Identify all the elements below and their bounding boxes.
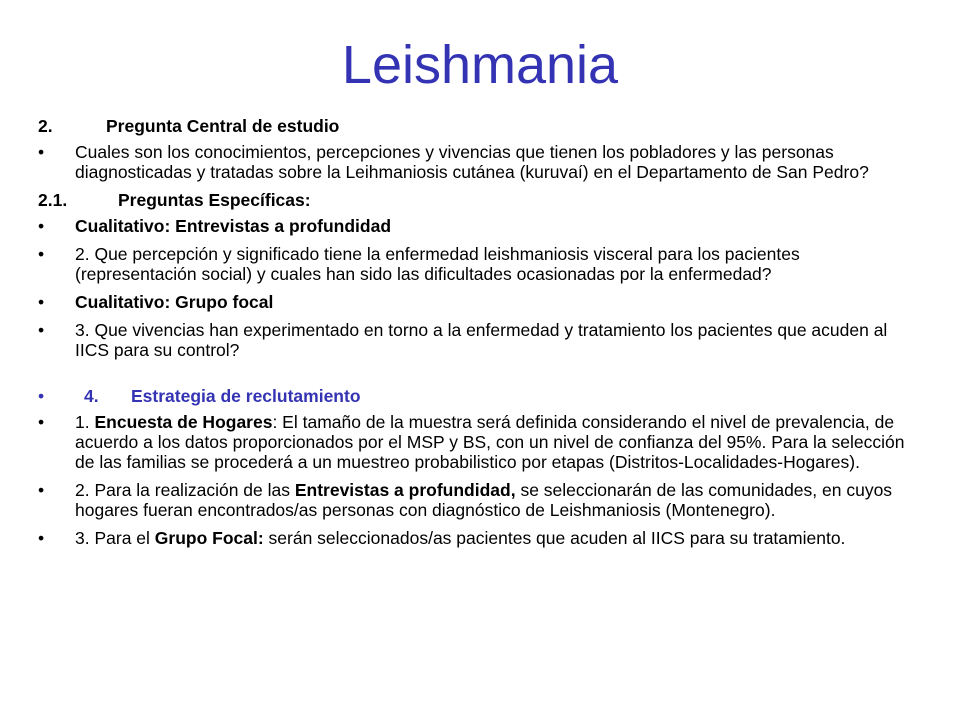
bullet-icon: • <box>38 528 45 548</box>
bullet-icon: • <box>38 216 45 236</box>
recruitment-3-item <box>38 528 918 548</box>
qualitative-focus-group-item <box>38 292 918 312</box>
recruitment-1-item <box>38 412 918 472</box>
recruitment-2-item <box>38 480 918 520</box>
section-4-number: 4. <box>84 386 99 406</box>
question-3-text: 3. Que vivencias han experimentado en torno a la enfermedad y tratamiento los pacientes que acuden al IICS para su control? <box>75 320 888 360</box>
recruitment-3-prefix: 3. Para el <box>75 528 155 548</box>
question-2-text: 2. Que percepción y significado tiene la enfermedad leishmaniosis visceral para los pacientes (representación social) y cuales han sido las dificultades ocasionadas por la enfermedad? <box>75 244 800 284</box>
recruitment-3-rest: serán seleccionados/as pacientes que acuden al IICS para su tratamiento. <box>263 528 846 548</box>
section-2-title: Pregunta Central de estudio <box>106 116 340 136</box>
qualitative-interviews-item <box>38 216 918 236</box>
recruitment-2-prefix: 2. Para la realización de las <box>75 480 295 500</box>
question-3-item <box>38 320 918 360</box>
qualitative-focus-group-text: Cualitativo: Grupo focal <box>75 292 274 312</box>
section-4-title: Estrategia de reclutamiento <box>131 386 361 406</box>
qualitative-interviews-text: Cualitativo: Entrevistas a profundidad <box>75 216 392 236</box>
bullet-icon: • <box>38 244 45 264</box>
recruitment-1-rest: : El tamaño de la muestra será definida considerando el nivel de prevalencia, de acuerdo a los datos proporcionados por el MSP y BS, con un nivel de confianza del 95%. Para la selección de las familias se procederá a un muestreo probabilistico por etapas (Distritos-Localidades-Hogares). <box>75 412 905 472</box>
recruitment-1-text <box>75 412 918 472</box>
recruitment-1-prefix: 1. <box>75 412 95 432</box>
recruitment-1-bold: Encuesta de Hogares <box>94 412 273 432</box>
bullet-icon: • <box>38 142 45 162</box>
section-21-number: 2.1. <box>38 190 68 210</box>
section-21-title: Preguntas Específicas: <box>118 190 311 210</box>
recruitment-2-bold: Entrevistas a profundidad, <box>294 480 516 500</box>
slide-content <box>38 116 918 548</box>
bullet-icon: • <box>38 480 45 500</box>
bullet-icon: • <box>38 292 45 312</box>
recruitment-2-rest: se seleccionarán de las comunidades, en cuyos hogares fueran encontrados/as personas con diagnóstico de Leishmaniosis (Montenegro). <box>75 480 893 520</box>
recruitment-3-text <box>75 528 918 548</box>
slide-title: Leishmania <box>341 35 619 95</box>
recruitment-3-bold: Grupo Focal: <box>154 528 264 548</box>
section-2-heading <box>38 116 918 136</box>
recruitment-2-text <box>75 480 918 520</box>
bullet-icon: • <box>38 386 45 406</box>
section-4-heading <box>38 386 918 406</box>
section-2-number: 2. <box>38 116 53 136</box>
bullet-icon: • <box>38 320 45 340</box>
central-question-text: Cuales son los conocimientos, percepciones y vivencias que tienen los pobladores y las personas diagnosticadas y tratadas sobre la Leihmaniosis cutánea (kuruvaí) en el Departamento de San Pedro? <box>75 142 869 182</box>
question-2-item <box>38 244 918 284</box>
central-question-item <box>38 142 918 182</box>
section-21-heading <box>38 190 918 210</box>
bullet-icon: • <box>38 412 45 432</box>
